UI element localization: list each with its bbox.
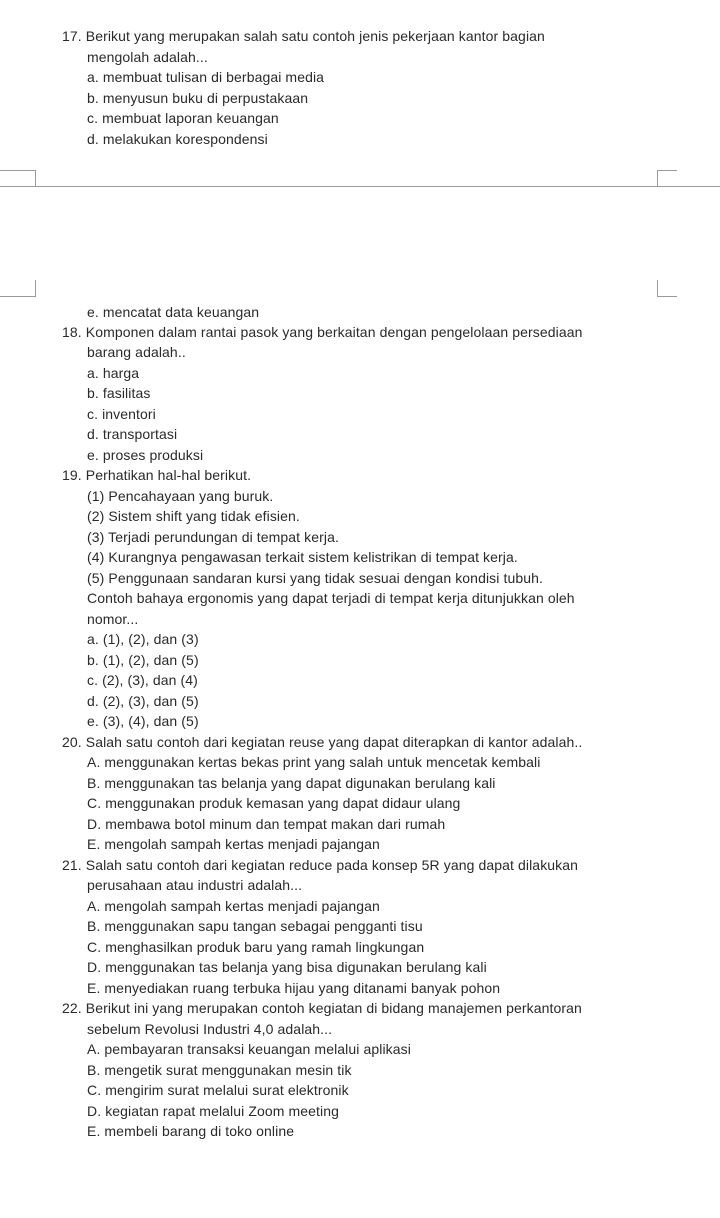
q19-item-4: (4) Kurangnya pengawasan terkait sistem kelistrikan di tempat kerja.: [87, 549, 518, 565]
question-21-text-cont: perusahaan atau industri adalah...: [87, 877, 303, 893]
q18-option-b: b. fasilitas: [87, 385, 151, 401]
question-18-text: 18. Komponen dalam rantai pasok yang berkaitan dengan pengelolaan persediaan: [62, 324, 583, 340]
q17-option-c: c. membuat laporan keuangan: [87, 110, 279, 126]
q20-option-b: B. menggunakan tas belanja yang dapat digunakan berulang kali: [87, 775, 496, 791]
q19-option-a: a. (1), (2), dan (3): [87, 631, 199, 647]
q19-option-b: b. (1), (2), dan (5): [87, 652, 199, 668]
crop-mark-bottom-right: [657, 296, 677, 297]
q21-option-d: D. menggunakan tas belanja yang bisa digunakan berulang kali: [87, 959, 487, 975]
q20-option-d: D. membawa botol minum dan tempat makan dari rumah: [87, 816, 446, 832]
q18-option-d: d. transportasi: [87, 426, 178, 442]
crop-mark-bottom-right-v: [657, 280, 658, 296]
q19-item-1: (1) Pencahayaan yang buruk.: [87, 488, 274, 504]
question-17-text: 17. Berikut yang merupakan salah satu contoh jenis pekerjaan kantor bagian: [62, 28, 545, 44]
crop-mark-top-left-v: [35, 170, 36, 186]
q17-option-b: b. menyusun buku di perpustakaan: [87, 90, 309, 106]
crop-mark-top-right: [657, 170, 677, 171]
q17-option-a: a. membuat tulisan di berbagai media: [87, 69, 325, 85]
q19-option-c: c. (2), (3), dan (4): [87, 672, 198, 688]
question-18-text-cont: barang adalah..: [87, 344, 186, 360]
crop-mark-bottom-left: [0, 296, 36, 297]
question-21-text: 21. Salah satu contoh dari kegiatan reduce pada konsep 5R yang dapat dilakukan: [62, 857, 579, 873]
q21-option-a: A. mengolah sampah kertas menjadi pajangan: [87, 898, 380, 914]
q20-option-e: E. mengolah sampah kertas menjadi pajangan: [87, 836, 380, 852]
question-19-stem-cont: nomor...: [87, 611, 139, 627]
question-20-text: 20. Salah satu contoh dari kegiatan reuse yang dapat diterapkan di kantor adalah..: [62, 734, 583, 750]
q20-option-c: C. menggunakan produk kemasan yang dapat didaur ulang: [87, 795, 461, 811]
q17-option-e: e. mencatat data keuangan: [87, 304, 260, 320]
q19-option-e: e. (3), (4), dan (5): [87, 713, 199, 729]
q19-item-5: (5) Penggunaan sandaran kursi yang tidak sesuai dengan kondisi tubuh.: [87, 570, 543, 586]
q18-option-a: a. harga: [87, 365, 140, 381]
crop-mark-top-left: [0, 170, 35, 171]
q19-option-d: d. (2), (3), dan (5): [87, 693, 199, 709]
q22-option-e: E. membeli barang di toko online: [87, 1123, 295, 1139]
q22-option-a: A. pembayaran transaksi keuangan melalui aplikasi: [87, 1041, 411, 1057]
q19-item-2: (2) Sistem shift yang tidak efisien.: [87, 508, 300, 524]
q17-option-d: d. melakukan korespondensi: [87, 131, 268, 147]
q18-option-e: e. proses produksi: [87, 447, 204, 463]
q21-option-c: C. menghasilkan produk baru yang ramah lingkungan: [87, 939, 425, 955]
q22-option-d: D. kegiatan rapat melalui Zoom meeting: [87, 1103, 340, 1119]
crop-mark-top-right-v: [657, 170, 658, 186]
q19-item-3: (3) Terjadi perundungan di tempat kerja.: [87, 529, 340, 545]
question-22-text-cont: sebelum Revolusi Industri 4,0 adalah...: [87, 1021, 333, 1037]
q22-option-b: B. mengetik surat menggunakan mesin tik: [87, 1062, 352, 1078]
question-19-stem: Contoh bahaya ergonomis yang dapat terjadi di tempat kerja ditunjukkan oleh: [87, 590, 575, 606]
q21-option-b: B. menggunakan sapu tangan sebagai pengganti tisu: [87, 918, 423, 934]
q21-option-e: E. menyediakan ruang terbuka hijau yang ditanami banyak pohon: [87, 980, 501, 996]
question-17-text-cont: mengolah adalah...: [87, 49, 208, 65]
question-22-text: 22. Berikut ini yang merupakan contoh kegiatan di bidang manajemen perkantoran: [62, 1000, 582, 1016]
q20-option-a: A. menggunakan kertas bekas print yang salah untuk mencetak kembali: [87, 754, 541, 770]
q22-option-c: C. mengirim surat melalui surat elektronik: [87, 1082, 349, 1098]
q18-option-c: c. inventori: [87, 406, 156, 422]
question-19-text: 19. Perhatikan hal-hal berikut.: [62, 467, 252, 483]
crop-mark-bottom-left-v: [35, 280, 36, 296]
page-divider: [0, 186, 720, 187]
